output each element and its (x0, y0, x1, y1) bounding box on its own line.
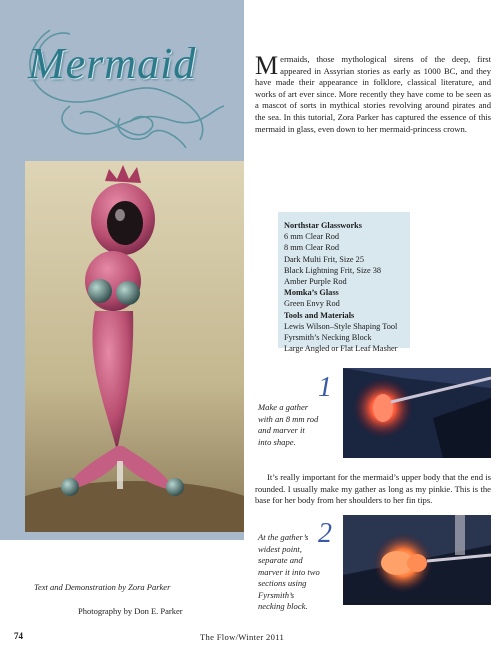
intro-paragraph (255, 51, 491, 135)
mermaid-photo (25, 161, 244, 532)
materials-item: 6 mm Clear Rod (284, 232, 340, 242)
step-2-photo (343, 515, 491, 605)
step-1-number: 1 (318, 372, 332, 403)
page-number: 74 (14, 631, 23, 641)
materials-box (278, 212, 410, 354)
materials-item: Black Lightning Frit, Size 38 (284, 265, 382, 275)
materials-item: Northstar Glassworks (284, 221, 362, 230)
materials-item: Momka’s Glass (284, 288, 339, 298)
materials-item: Amber Purple Rod (284, 277, 347, 287)
step-2-caption: At the gather’s widest point, separate and marver it into two sections using Fyrsmith’s necking block. (258, 532, 320, 611)
title-banner (10, 10, 238, 160)
dropcap: M (255, 51, 279, 80)
materials-item: Tools and Materials (284, 310, 355, 320)
credit-photography: Photography by Don E. Parker (78, 606, 183, 616)
materials-item: Large Angled or Flat Leaf Masher (284, 344, 398, 354)
step-1-caption: Make a gather with an 8 mm rod and marver it into shape. (258, 402, 319, 447)
step-1-photo (343, 368, 491, 458)
materials-item: Green Envy Rod (284, 299, 340, 309)
materials-item: Dark Multi Frit, Size 25 (284, 254, 364, 264)
materials-item: Lewis Wilson–Style Shaping Tool (284, 321, 398, 331)
page-title: Mermaid (28, 39, 197, 88)
body-paragraph: It’s really important for the mermaid’s upper body that the end is rounded. I usually make my gather as long as my pinkie. This is the base for her body from her shoulders to her fin tips. (255, 472, 491, 505)
materials-item: 8 mm Clear Rod (284, 243, 340, 253)
publication-footer: The Flow/Winter 2011 (200, 632, 285, 642)
intro-text: ermaids, those mythological sirens of the deep, first appeared in Assyrian stories as early as 1000 BC, and they have made their appearance in folklore, classical literature, and works of art ever since. More recently they have come to be seen as a mascot of sorts in mythical stories revolving around pirates and the sea. In this tutorial, Zora Parker has captured the essence of this mermaid in glass, even down to her mermaid-princess crown. (255, 54, 491, 134)
credit-text-demo: Text and Demonstration by Zora Parker (34, 582, 171, 592)
step-2-number: 2 (318, 518, 332, 549)
materials-item: Fyrsmith’s Necking Block (284, 333, 372, 343)
